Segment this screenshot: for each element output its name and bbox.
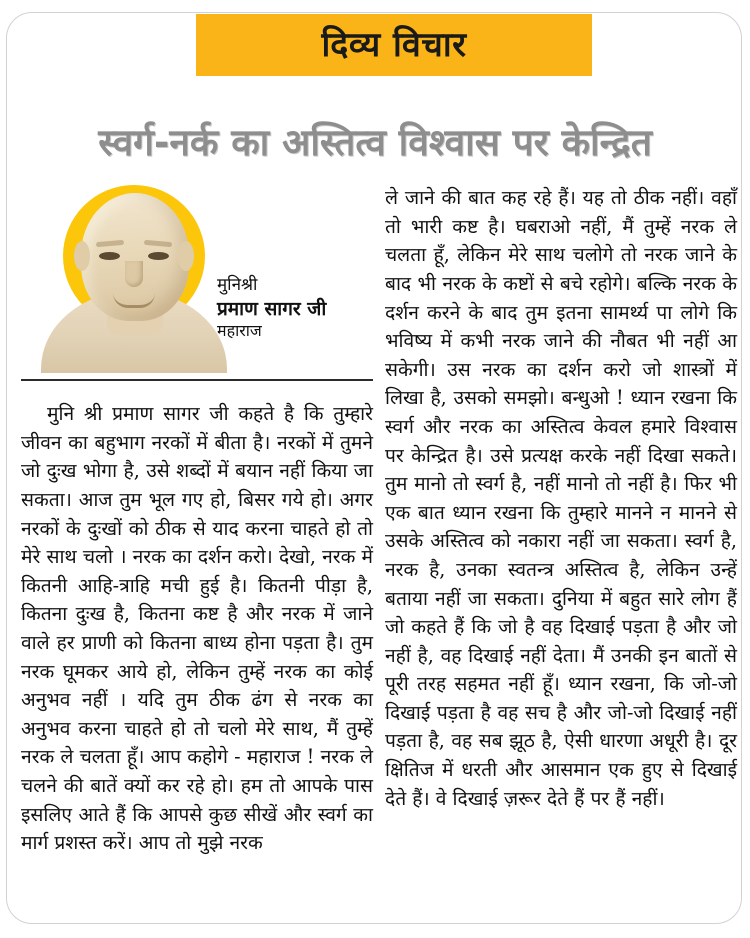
masthead-title: दिव्य विचार [321, 25, 467, 65]
article-card [6, 12, 742, 924]
masthead-banner [196, 14, 592, 76]
portrait-nose [125, 261, 143, 287]
portrait-block [21, 165, 373, 373]
article-columns [7, 165, 742, 924]
monk-portrait-image [41, 183, 227, 373]
portrait-ear-left [74, 241, 90, 271]
body-paragraph-right: ले जाने की बात कह रहे हैं। यह तो ठीक नहीं। वहाँ तो भारी कष्ट है। घबराओ नहीं, मैं तुम्हें नरक ले चलता हूँ, लेकिन मेरे साथ चलोगे तो नरक जाने के बाद भी नरक के कष्टों से बचे रहोगे। बल्कि नरक के दर्शन करने के बाद तुम इतना सामर्थ्य पा लोगे कि भविष्य में कभी नरक जाने की नौबत भी नहीं आ सकेगी। उस नरक का दर्शन करो जो शास्त्रों में लिखा है, उसको समझो। बन्धुओ ! ध्यान रखना कि स्वर्ग और नरक का अस्तित्व केवल हमारे विश्वास पर केन्द्रित है। उसे प्रत्यक्ष करके नहीं दिखा सकते। तुम मानो तो स्वर्ग है, नहीं मानो तो नहीं है। फिर भी एक बात ध्यान रखना कि तुम्हारे मानने न मानने से उसके अस्तित्व को नकारा नहीं जा सकता। स्वर्ग है, नरक है, उनका स्वतन्त्र अस्तित्व है, लेकिन उन्हें बताया नहीं जा सकता। दुनिया में बहुत सारे लोग हैं जो कहते हैं कि जो है वह दिखाई पड़ता है और जो नहीं है, वह दिखाई नहीं देता। मैं उनकी इन बातों से पूरी तरह सहमत नहीं हूँ। ध्यान रखना, कि जो-जो दिखाई पड़ता है वह सच है और जो-जो दिखाई नहीं पड़ता है, वह सब झूठ है, ऐसी धारणा अधूरी है। दूर क्षितिज में धरती और आसमान एक हुए से दिखाई देते हैं। वे दिखाई ज़रूर देते हैं पर हैं नहीं। [385, 186, 737, 810]
article-headline: स्वर्ग-नर्क का अस्तित्व विश्वास पर केन्द्रित [98, 120, 652, 164]
column-left [21, 165, 373, 877]
body-paragraph-left: मुनि श्री प्रमाण सागर जी कहते है कि तुम्हारे जीवन का बहुभाग नरकों में बीता है। नरकों में तुमने जो दुःख भोगा है, उसे शब्दों में बयान नहीं किया जा सकता। आज तुम भूल गए हो, बिसर गये हो। अगर नरकों के दुःखों को ठीक से याद करना चाहते हो तो मेरे साथ चलो । नरक का दर्शन करो। देखो, नरक में कितनी आहि-त्राहि मची हुई है। कितनी पीड़ा है, कितना दुःख है, कितना कष्ट है और नरक में जाने वाले हर प्राणी को कितना बाध्य होना पड़ता है। तुम नरक घूमकर आये हो, लेकिन तुम्हें नरक का कोई अनुभव नहीं । यदि तुम ठीक ढंग से नरक का अनुभव करना चाहते हो तो चलो मेरे साथ, मैं तुम्हें नरक ले चलता हूँ। आप कहोगे - महाराज ! नरक ले चलने की बातें क्यों कर रहे हो। हम तो आपके पास इसलिए आते हैं कि आपसे कुछ सीखें और स्वर्ग का मार्ग प्रशस्त करें। आप तो मुझे नरक [21, 402, 373, 855]
caption-line-1: मुनिश्री [217, 275, 258, 295]
column-divider-rule [21, 379, 373, 381]
portrait-eye-left [99, 252, 120, 260]
column-right [385, 165, 737, 832]
caption-line-3: महाराज [217, 321, 262, 341]
portrait-eye-right [148, 252, 169, 260]
portrait-caption [217, 275, 375, 342]
portrait-ear-right [178, 241, 194, 271]
caption-line-2: प्रमाण सागर जी [217, 297, 327, 320]
